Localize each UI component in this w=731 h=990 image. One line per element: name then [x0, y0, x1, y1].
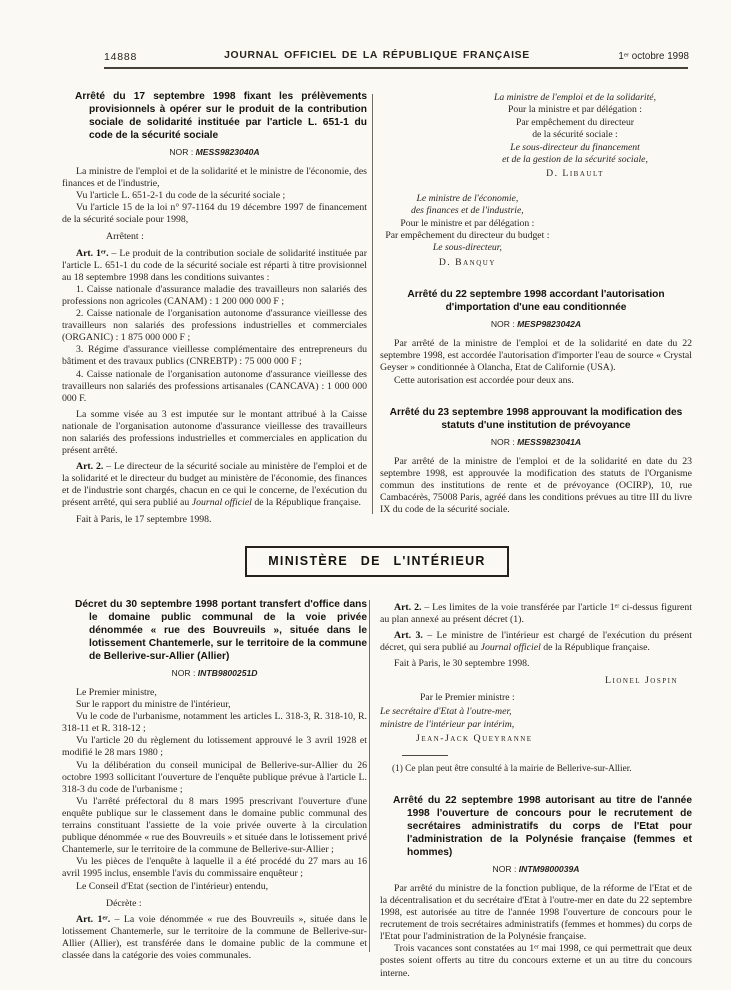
signature-line: de la sécurité sociale :	[532, 129, 618, 141]
nor-label: NOR :	[490, 319, 515, 330]
paragraph: Vu les pièces de l'enquête à laquelle il a été procédé du 27 mars au 16 avril 1995 inclus, ensemble l'avis du commissaire enquêteur ;	[62, 856, 367, 880]
paragraph: Vu l'article 20 du règlement du lotissement approuvé le 3 avril 1928 et modifié le 28 mars 1980 ;	[62, 735, 367, 759]
article-title: Arrêté du 23 septembre 1998 approuvant la modification des statuts d'une institution de prévoyance	[389, 406, 683, 431]
article-title: Arrêté du 17 septembre 1998 fixant les prélèvements provisionnels à opérer sur le produit de la contribution sociale de solidarité instituée par l'article L. 651-1 du code de la sécurité sociale	[75, 91, 367, 141]
paragraph: 3. Régime d'assurance vieillesse complémentaire des entrepreneurs du bâtiment et des travaux publics (CNREBTP) : 75 000 000 F ;	[62, 344, 367, 368]
ministry-banner: MINISTÈRE DE L'INTÉRIEUR	[245, 546, 509, 577]
paragraph: Par arrêté de la ministre de l'emploi et de la solidarité en date du 22 septembre 1998, est accordée l'autorisation d'importer l'eau de source « Crystal Geyser » conditionnée à Olancha, Etat de Californie (USA).	[380, 338, 692, 374]
signature-block	[461, 92, 689, 181]
nor-line	[62, 668, 367, 678]
top-right-column	[380, 90, 692, 516]
signatory-name: D. Banquy	[438, 256, 496, 268]
paragraph: Art. 1er. – La voie dénommée « rue des Bouvreuils », située dans le lotissement Chantemerle, sur le territoire de la commune de Bellerive-sur-Allier (Allier), est transférée dans le domaine public de la commune et classée dans la catégorie des voies communales.	[62, 913, 367, 961]
signatory-name: Lionel Jospin	[605, 675, 678, 687]
paragraph: Vu l'article L. 651-2-1 du code de la sécurité sociale ;	[76, 190, 286, 202]
nor-label: NOR :	[169, 147, 194, 157]
bottom-right-column	[380, 598, 692, 980]
paragraph: Fait à Paris, le 30 septembre 1998.	[394, 658, 530, 670]
paragraph: Vu l'article 15 de la loi n° 97-1164 du 19 décembre 1997 de financement de la sécurité sociale pour 1998,	[62, 202, 367, 226]
paragraph: Art. 3. – Le ministre de l'intérieur est chargé de l'exécution du présent décret, qui sera publié au Journal officiel de la République française.	[380, 630, 692, 654]
paragraph: Trois vacances sont constatées au 1er mai 1998, ce qui permettrait que deux postes soient offerts au titre du concours externe et un au titre du concours interne.	[380, 943, 692, 979]
signature-line: Par empêchement du directeur du budget :	[385, 230, 550, 242]
paragraph: Art. 2. – Le directeur de la sécurité sociale au ministère de l'emploi et de la solidarité et le directeur du budget au ministère de l'économie, des finances et de l'industrie sont chargés, chacun en ce qui le concerne, de l'exécution du présent arrêté, qui sera publié au Journal officiel de la République française.	[62, 461, 367, 509]
signature-line: La ministre de l'emploi et de la solidarité,	[493, 92, 657, 103]
signature-line: ministre de l'intérieur par intérim,	[380, 718, 515, 730]
section-bottom	[62, 598, 692, 980]
signatory-name: Jean-Jack Queyranne	[416, 732, 533, 744]
paragraph: Par arrêté de la ministre de l'emploi et de la solidarité en date du 23 septembre 1998, est approuvée la modification des statuts de l'Organisme commun des institutions de rente et de prévoyance (OCIRP), 10, rue Cambacérès, 75008 Paris, agréé dans les conditions prévues au titre III du livre IX du code de la sécurité sociale.	[380, 455, 692, 516]
paragraph: Fait à Paris, le 17 septembre 1998.	[76, 513, 212, 525]
paragraph: Art. 1er. – Le produit de la contribution sociale de solidarité instituée par l'article L. 651-1 du code de la sécurité sociale est réparti à titre provisionnel au 18 septembre 1998 dans les conditions suivantes :	[62, 247, 367, 283]
nor-code: INTB9800251D	[197, 668, 258, 678]
paragraph: 1. Caisse nationale d'assurance maladie des travailleurs non salariés des professions non agricoles (CANAM) : 1 200 000 000 F ;	[62, 283, 367, 307]
byline: Par le Premier ministre :	[420, 692, 515, 704]
section-top	[62, 90, 692, 526]
page-number: 14888	[104, 51, 138, 63]
paragraph: Cette autorisation est accordée pour deux ans.	[394, 374, 574, 386]
header-rule	[104, 67, 688, 69]
paragraph: Sur le rapport du ministre de l'intérieur,	[76, 699, 231, 711]
nor-line	[380, 319, 692, 329]
nor-line	[62, 147, 367, 157]
signature-line: Pour le ministre et par délégation :	[400, 217, 535, 229]
signature-line: Le sous-directeur,	[432, 242, 502, 254]
enacting-word: Décrète :	[106, 897, 142, 909]
paragraph: 2. Caisse nationale de l'organisation autonome d'assurance vieillesse des travailleurs non salariés des professions industrielles et commerciales (ORGANIC) : 1 875 000 000 F ;	[62, 308, 367, 344]
bottom-left-column	[62, 598, 367, 962]
signature-block	[380, 193, 555, 269]
signature-line: Pour la ministre et par délégation :	[507, 104, 642, 116]
top-left-column	[62, 90, 367, 526]
footnote: (1) Ce plan peut être consulté à la mairie de Bellerive-sur-Allier.	[392, 763, 632, 774]
signature-line: Le sous-directeur du financement	[510, 141, 640, 153]
paragraph: La ministre de l'emploi et de la solidarité et le ministre de l'économie, des finances et de l'industrie,	[62, 166, 367, 190]
paragraph: Le Conseil d'Etat (section de l'intérieur) entendu,	[76, 880, 269, 892]
signature-line: des finances et de l'industrie,	[411, 205, 524, 217]
article-title: Arrêté du 22 septembre 1998 accordant l'autorisation d'importation d'une eau conditionnée	[407, 289, 665, 314]
signature-line: Par empêchement du directeur	[515, 116, 635, 128]
paragraph: Vu la délibération du conseil municipal de Bellerive-sur-Allier du 26 octobre 1993 sollicitant l'ouverture de l'enquête publique prévue à l'article L. 318-3 du code de l'urbanisme ;	[62, 759, 367, 795]
nor-code: MESP9823042A	[517, 319, 582, 330]
paragraph: Par arrêté du ministre de la fonction publique, de la réforme de l'Etat et de la décentralisation et du secrétaire d'Etat à l'outre-mer en date du 22 septembre 1998, est autorisée au titre de l'année 1998 l'ouverture de concours pour le recrutement de trois secrétaires administratifs (femmes et hommes) du corps de l'Etat pour l'administration de la Polynésie française.	[380, 882, 692, 943]
nor-line	[380, 864, 692, 874]
nor-label: NOR :	[171, 668, 196, 678]
paragraph: 4. Caisse nationale de l'organisation autonome d'assurance vieillesse des travailleurs non salariés des professions artisanales (CANCAVA) : 1 000 000 000 F.	[62, 368, 367, 404]
signature-line: Le ministre de l'économie,	[416, 192, 519, 204]
nor-label: NOR :	[490, 436, 515, 447]
nor-code: INTM9800039A	[518, 863, 580, 874]
footnote-rule	[402, 755, 448, 756]
page-header	[62, 49, 692, 65]
signatory-name: D. Libault	[546, 168, 604, 180]
enacting-word: Arrêtent :	[106, 231, 144, 243]
paragraph: Vu l'arrêté préfectoral du 8 mars 1995 prescrivant l'ouverture d'une enquête publique sur le classement dans le domaine public communal des terrains constituant l'assiette de la voie privée ouverte à la circulation publique dénommée « rue des Bouvreuils » et située dans le lotissement privé Chantemerle, sur le territoire de la commune de Bellerive-sur-Allier ;	[62, 795, 367, 856]
paragraph: Art. 2. – Les limites de la voie transférée par l'article 1er ci-dessus figurent au plan annexé au présent décret (1).	[380, 602, 692, 626]
nor-code: MESS9823041A	[517, 436, 582, 447]
nor-label: NOR :	[492, 863, 517, 874]
nor-code: MESS9823040A	[195, 147, 260, 157]
signature-line: Le secrétaire d'Etat à l'outre-mer,	[380, 706, 512, 718]
ministry-banner-row	[62, 546, 692, 577]
article-title: Arrêté du 22 septembre 1998 autorisant au titre de l'année 1998 l'ouverture de concours pour le recrutement de secrétaires administratifs du corps de l'Etat pour l'administration de la Polynésie française (femmes et hommes)	[393, 794, 692, 858]
paragraph: La somme visée au 3 est imputée sur le montant attribué à la Caisse nationale de l'organisation autonome d'assurance vieillesse des travailleurs non salariés des professions industrielles et commerciales en application du présent arrêté.	[62, 408, 367, 457]
journal-title: JOURNAL OFFICIEL DE LA RÉPUBLIQUE FRANÇAISE	[224, 50, 530, 61]
paragraph: Le Premier ministre,	[76, 687, 157, 698]
nor-line	[380, 437, 692, 447]
paragraph: Vu le code de l'urbanisme, notamment les articles L. 318-3, R. 318-10, R. 318-11 et R. 318-12 ;	[62, 711, 367, 735]
article-title: Décret du 30 septembre 1998 portant transfert d'office dans le domaine public communal de la voie privée dénommée « rue des Bouvreuils », située dans le lotissement Chantemerle, sur le territoire de la commune de Bellerive-sur-Allier (Allier)	[75, 599, 367, 662]
signature-line: et de la gestion de la sécurité sociale,	[502, 154, 648, 166]
issue-date: 1er octobre 1998	[618, 51, 689, 62]
